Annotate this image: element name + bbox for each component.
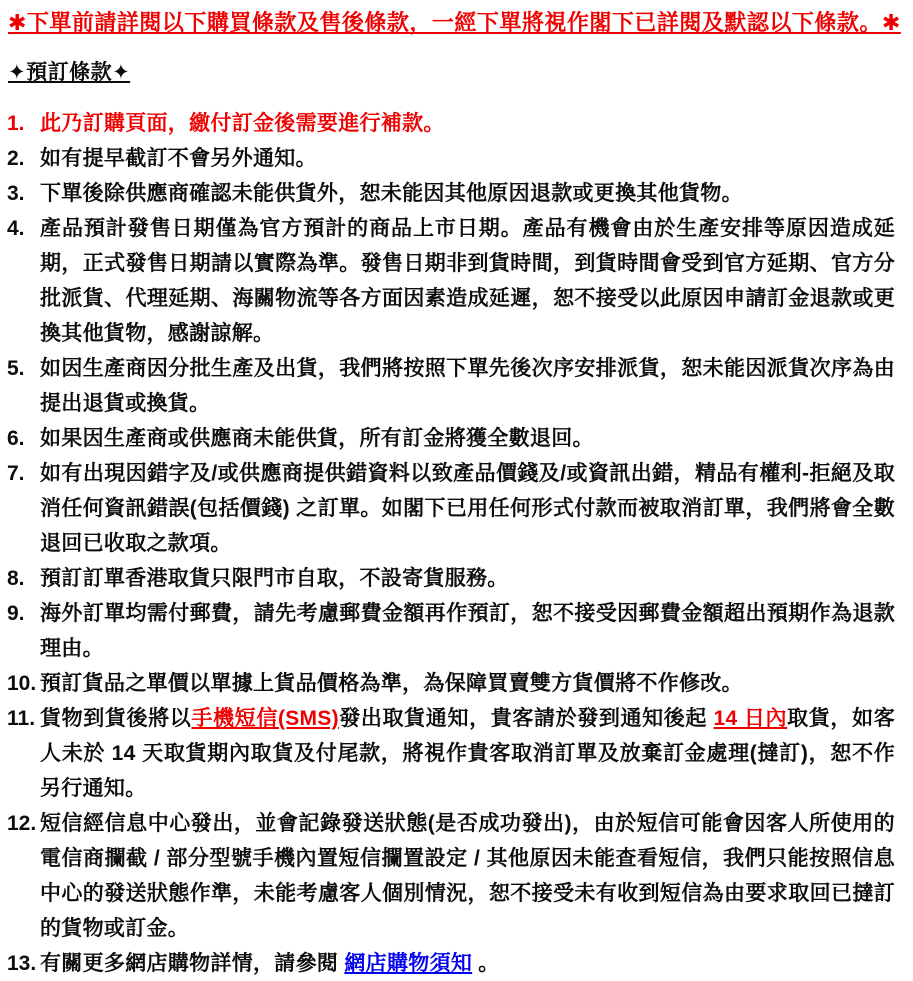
- terms-list: [0, 106, 899, 981]
- term-segment: 如因生產商因分批生產及出貨，我們將按照下單先後次序安排派貨，恕未能因派貨次序為由提出退貨或換貨。: [40, 357, 895, 415]
- term-item-11: [0, 701, 899, 806]
- term-number: 5.: [7, 357, 25, 380]
- term-item-5: [0, 351, 899, 421]
- pre-order-notice-banner: ✱下單前請詳閱以下購買條款及售後條款，一經下單將視作閣下已詳閱及默認以下條款。✱: [8, 10, 901, 35]
- term-number: 12.: [7, 812, 37, 835]
- term-number: 6.: [7, 427, 25, 450]
- term-segment: 如有提早截訂不會另外通知。: [40, 147, 317, 170]
- term-number: 11.: [7, 707, 36, 730]
- term-item-13: [0, 946, 899, 981]
- term-item-4: [0, 211, 899, 351]
- term-item-2: [0, 141, 899, 176]
- term-number: 7.: [7, 462, 25, 485]
- term-number: 2.: [7, 147, 25, 170]
- term-text: [40, 707, 895, 800]
- term-segment: 短信經信息中心發出，並會記錄發送狀態(是否成功發出)，由於短信可能會因客人所使用的電信商攔截 / 部分型號手機內置短信攔置設定 / 其他原因未能查看短信，我們只能按照信息中心的發送狀態作準，未能考慮客人個別情況，恕不接受未有收到短信為由要求取回已撻訂的貨物或訂金。: [40, 812, 895, 940]
- term-number: 1.: [7, 112, 25, 135]
- term-text: [40, 217, 895, 345]
- term-segment: 如果因生產商或供應商未能供貨，所有訂金將獲全數退回。: [40, 427, 594, 450]
- term-number: 9.: [7, 602, 25, 625]
- term-text: [40, 357, 895, 415]
- term-segment: 取貨，如客人未於 14 天取貨期內取貨及付尾款，將視作貴客取消訂單及放棄訂金處理(撻訂)，恕不作另行通知。: [40, 707, 895, 800]
- term-text: [40, 147, 317, 170]
- term-item-12: [0, 806, 899, 946]
- term-item-9: [0, 596, 899, 666]
- term-segment: 產品預計發售日期僅為官方預計的商品上市日期。產品有機會由於生產安排等原因造成延期，正式發售日期請以實際為準。發售日期非到貨時間，到貨時間會受到官方延期、官方分批派貨、代理延期、海關物流等各方面因素造成延遲，恕不接受以此原因申請訂金退款或更換其他貨物，感謝諒解。: [40, 217, 895, 345]
- term-text: [40, 952, 500, 975]
- term-segment: 手機短信(SMS): [191, 707, 339, 730]
- purchase-guide-link[interactable]: 網店購物須知: [344, 952, 473, 975]
- term-segment: 。: [472, 952, 500, 975]
- term-item-7: [0, 456, 899, 561]
- term-text: [40, 672, 743, 695]
- term-segment: 如有出現因錯字及/或供應商提供錯資料以致產品價錢及/或資訊出錯，精品有權利-拒絕及取消任何資訊錯誤(包括價錢) 之訂單。如閣下已用任何形式付款而被取消訂單，我們將會全數退回已收取之款項。: [40, 462, 895, 555]
- term-text: [40, 602, 895, 660]
- term-item-8: [0, 561, 899, 596]
- term-segment: 下單後除供應商確認未能供貨外，恕未能因其他原因退款或更換其他貨物。: [40, 182, 743, 205]
- term-segment: 貨物到貨後將以: [40, 707, 192, 730]
- term-segment: 發出取貨通知，貴客請於發到通知後起: [338, 707, 714, 730]
- term-text: [40, 812, 895, 940]
- section-heading: ✦預訂條款✦: [8, 61, 131, 84]
- term-item-1: [0, 106, 899, 141]
- term-item-3: [0, 176, 899, 211]
- term-item-6: [0, 421, 899, 456]
- term-text: [40, 462, 895, 555]
- term-number: 4.: [7, 217, 25, 240]
- term-segment: 預訂訂單香港取貨只限門市自取，不設寄貨服務。: [40, 567, 509, 590]
- term-item-10: [0, 666, 899, 701]
- term-text: [40, 112, 445, 135]
- term-text: [40, 427, 594, 450]
- section-heading-row: [8, 58, 899, 88]
- term-segment: 預訂貨品之單價以單據上貨品價格為準，為保障買賣雙方貨價將不作修改。: [40, 672, 743, 695]
- term-text: [40, 182, 743, 205]
- term-segment: 14 日內: [713, 707, 788, 730]
- term-segment: 海外訂單均需付郵費，請先考慮郵費金額再作預訂，恕不接受因郵費金額超出預期作為退款理由。: [40, 602, 895, 660]
- term-number: 10.: [7, 672, 37, 695]
- term-number: 13.: [7, 952, 37, 975]
- term-number: 8.: [7, 567, 25, 590]
- term-number: 3.: [7, 182, 25, 205]
- term-segment: 有關更多網店購物詳情，請參閱: [40, 952, 345, 975]
- term-segment: 此乃訂購頁面，繳付訂金後需要進行補款。: [40, 112, 445, 135]
- term-text: [40, 567, 509, 590]
